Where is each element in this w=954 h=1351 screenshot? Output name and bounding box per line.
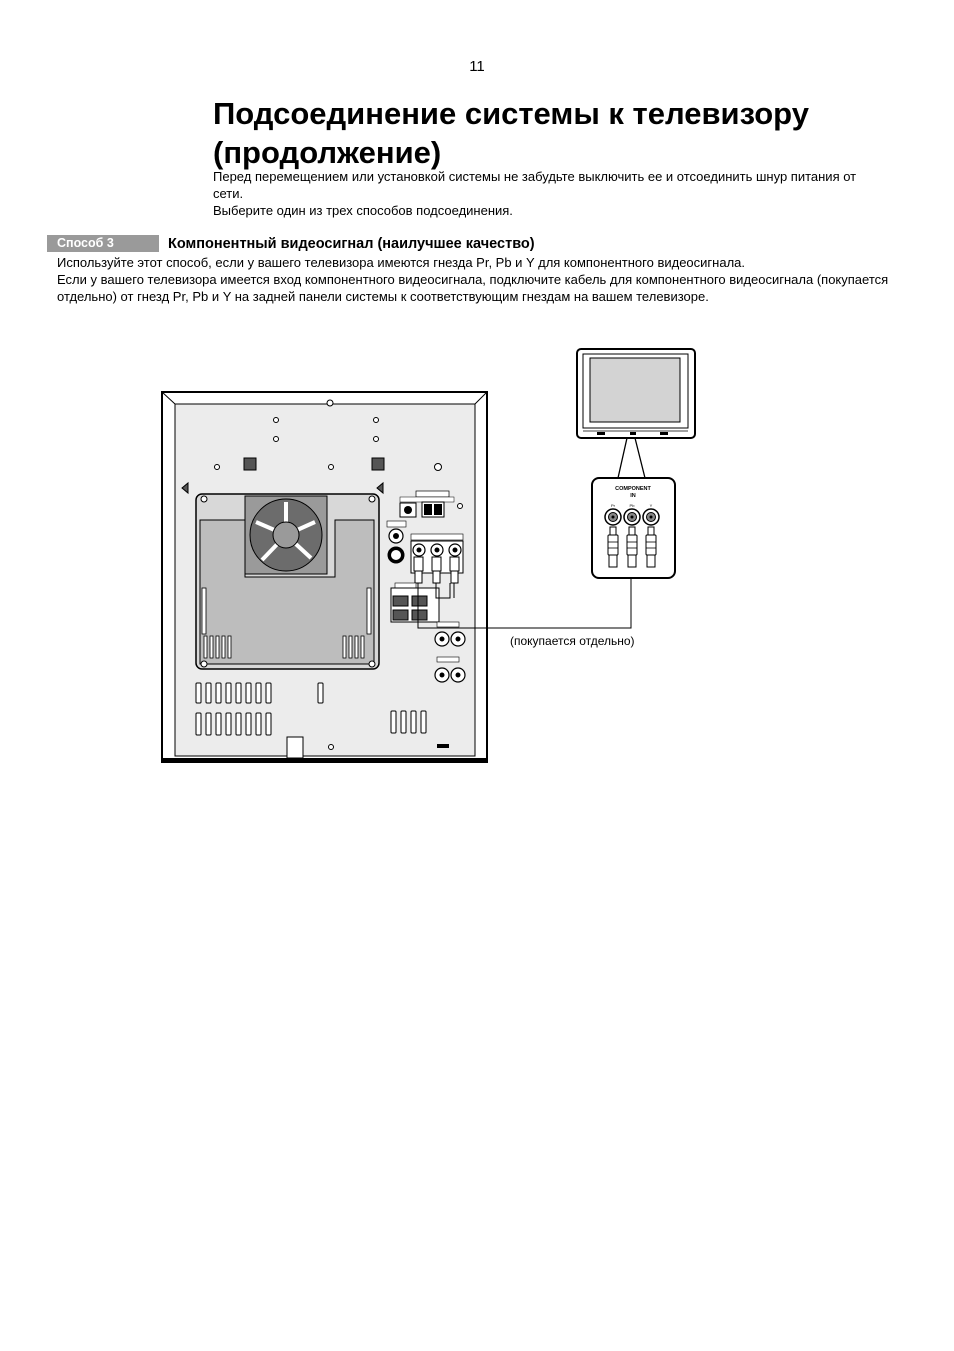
page-title <box>213 94 913 172</box>
tv-component-input-panel <box>592 478 675 578</box>
method-paragraph-1: Используйте этот способ, если у вашего телевизора имеются гнезда Pr, Pb и Y для компонентного видеосигнала. <box>57 255 746 270</box>
page-title-line-1: Подсоединение системы к телевизору <box>213 96 809 131</box>
tv-jack-label-y: Y <box>649 503 653 508</box>
page-title-line-2: (продолжение) <box>213 135 442 170</box>
method-description <box>57 254 907 305</box>
intro-warning: Перед перемещением или установкой системы не забудьте выключить ее и отсоединить шнур питания от сети. <box>213 169 857 201</box>
intro-choose: Выберите один из трех способов подсоединения. <box>213 203 513 218</box>
tv-jack-label-pr: Pr <box>611 503 615 508</box>
intro-text <box>213 168 873 219</box>
cable-caption: (покупается отдельно) <box>510 634 635 648</box>
system-plugs <box>414 557 459 583</box>
tv-icon <box>577 349 695 478</box>
method-paragraph-2: Если у вашего телевизора имеется вход компонентного видеосигнала, подключите кабель для компонентного видеосигнала (покупается отдельно) от гнезд Pr, Pb и Y на задней панели системы к соответствующим гнездам на вашем телевизоре. <box>57 272 889 304</box>
fan-icon <box>245 496 327 574</box>
system-rear-panel <box>162 392 487 762</box>
method-badge: Способ 3 <box>47 235 159 252</box>
page-number: 11 <box>469 58 485 75</box>
tv-panel-label-2: IN <box>630 493 636 499</box>
tv-panel-label-1: COMPONENT <box>615 486 651 492</box>
method-heading: Компонентный видеосигнал (наилучшее качество) <box>168 236 535 252</box>
tv-jack-label-pb: Pb <box>629 503 635 508</box>
connection-diagram <box>150 340 710 770</box>
